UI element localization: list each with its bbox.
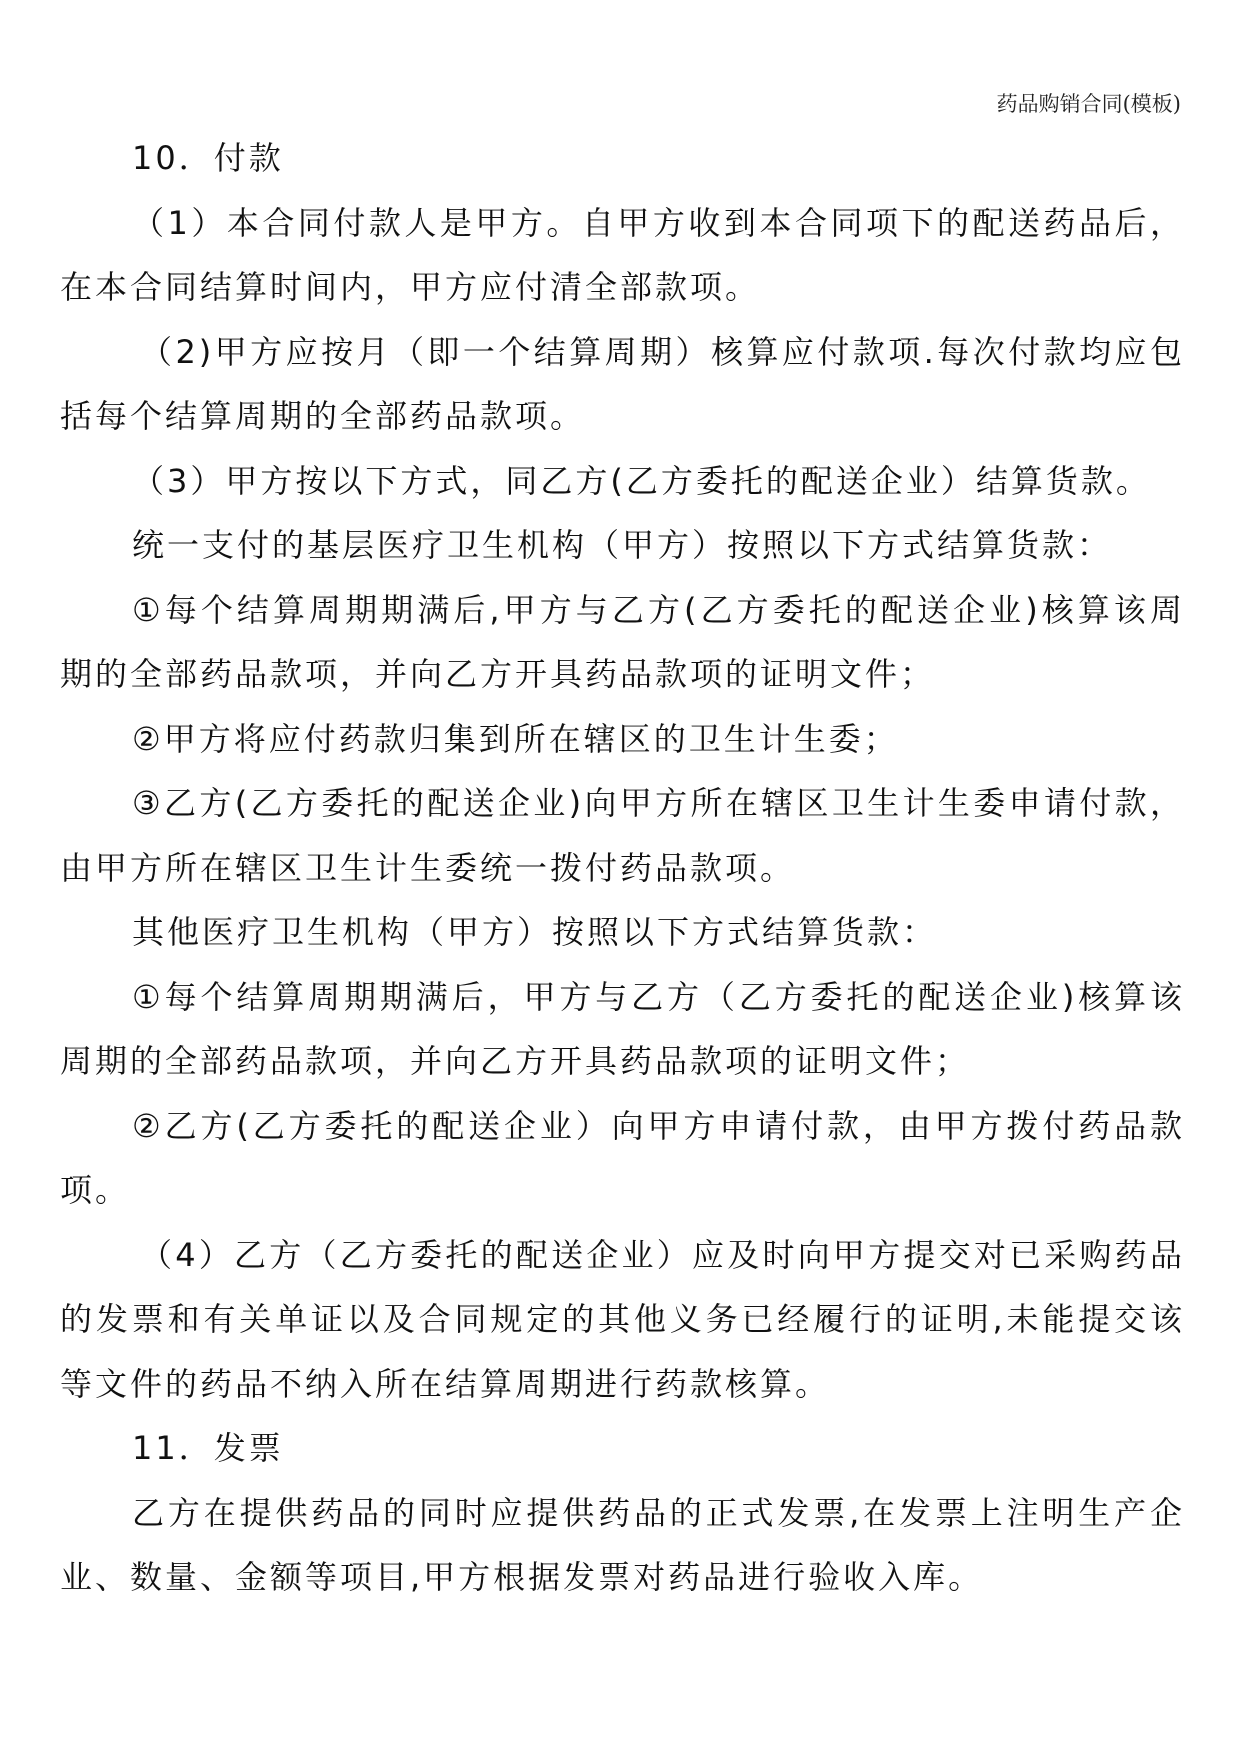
paragraph-invoice: 乙方在提供药品的同时应提供药品的正式发票,在发票上注明生产企业、数量、金额等项目,甲方根据发票对药品进行验收入库。 (60, 1493, 1185, 1596)
paragraph-payment-4: （4）乙方（乙方委托的配送企业）应及时向甲方提交对已采购药品的发票和有关单证以及合同规定的其他义务已经履行的证明,未能提交该等文件的药品不纳入所在结算周期进行药款核算。 (60, 1235, 1185, 1403)
section-heading-invoice: 11．发票 (132, 1429, 284, 1467)
page-header-title: 药品购销合同(模板) (996, 92, 1181, 116)
section-heading-payment: 10．付款 (132, 139, 284, 177)
paragraph-other-step-2: ②乙方(乙方委托的配送企业）向甲方申请付款，由甲方拨付药品款项。 (60, 1106, 1185, 1209)
paragraph-unified-step-1: ①每个结算周期期满后,甲方与乙方(乙方委托的配送企业)核算该周期的全部药品款项，并向乙方开具药品款项的证明文件； (60, 590, 1185, 693)
paragraph-other-step-1: ①每个结算周期期满后，甲方与乙方（乙方委托的配送企业)核算该周期的全部药品款项，并向乙方开具药品款项的证明文件； (60, 977, 1185, 1080)
paragraph-payment-3: （3）甲方按以下方式，同乙方(乙方委托的配送企业）结算货款。 (132, 461, 1151, 500)
paragraph-unified-payment-intro: 统一支付的基层医疗卫生机构（甲方）按照以下方式结算货款： (132, 526, 1113, 564)
paragraph-unified-step-2: ②甲方将应付药款归集到所在辖区的卫生计生委； (132, 719, 899, 758)
document-body (60, 126, 1185, 1610)
paragraph-unified-step-3: ③乙方(乙方委托的配送企业)向甲方所在辖区卫生计生委申请付款，由甲方所在辖区卫生计生委统一拨付药品款项。 (60, 784, 1185, 887)
paragraph-other-payment-intro: 其他医疗卫生机构（甲方）按照以下方式结算货款： (132, 913, 938, 951)
paragraph-payment-1: （1）本合同付款人是甲方。自甲方收到本合同项下的配送药品后，在本合同结算时间内，甲方应付清全部款项。 (60, 203, 1185, 306)
paragraph-payment-2: （2)甲方应按月（即一个结算周期）核算应付款项.每次付款均应包括每个结算周期的全部药品款项。 (60, 332, 1185, 435)
